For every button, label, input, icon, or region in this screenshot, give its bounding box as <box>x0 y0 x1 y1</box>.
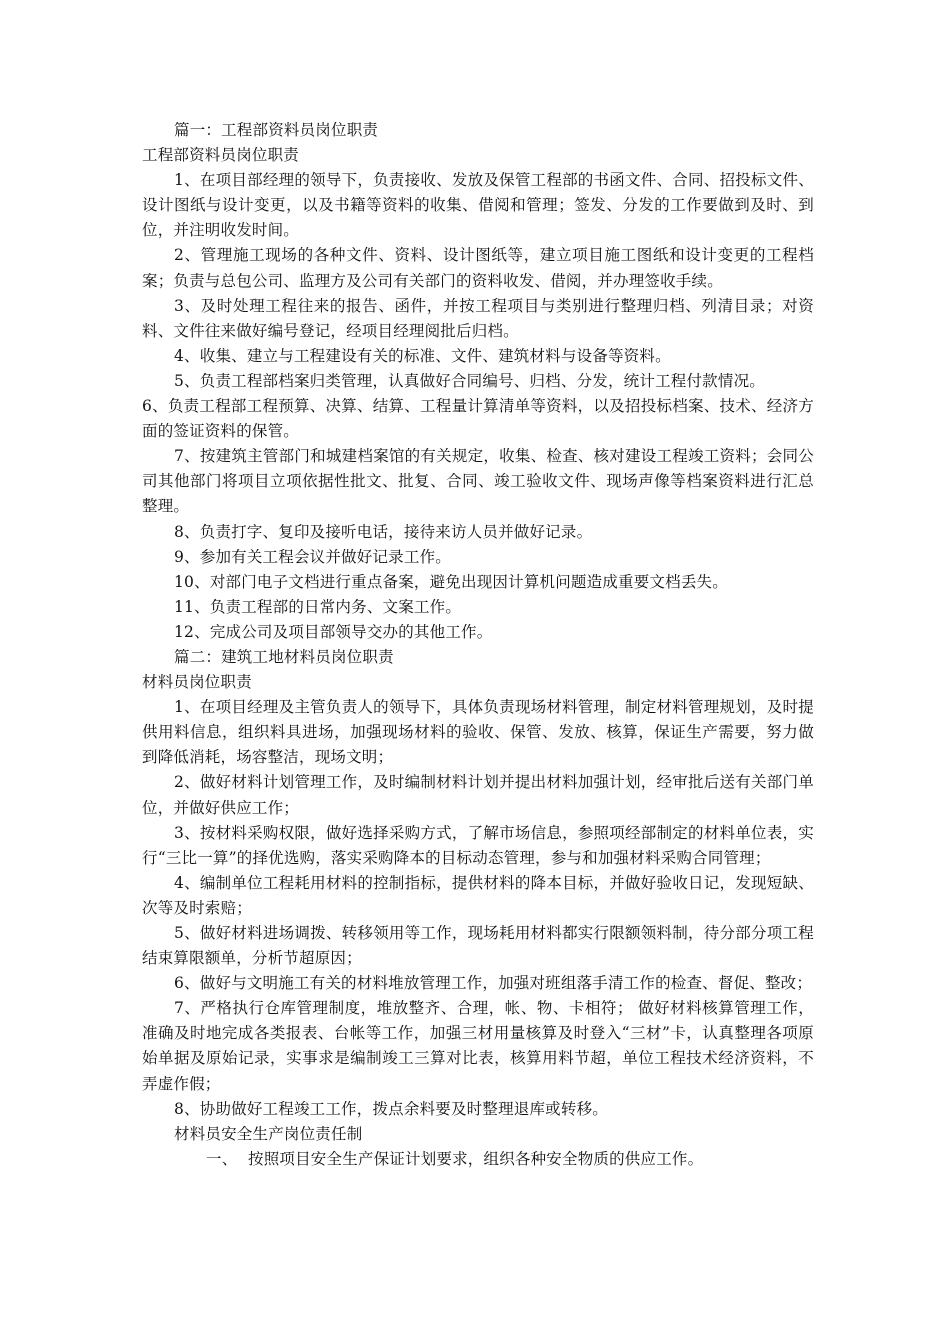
safety-item-text: 按照项目安全生产保证计划要求，组织各种安全物质的供应工作。 <box>248 1149 704 1168</box>
section2-item-3: 3、按材料采购权限，做好选择采购方式，了解市场信息，参照项经部制定的材料单位表，实行“三比一算”的择优选购，落实采购降本的目标动态管理，参与和加强材料采购合同管理； <box>142 823 814 867</box>
document-body <box>142 118 814 1172</box>
section1-item-2: 2、管理施工现场的各种文件、资料、设计图纸等，建立项目施工图纸和设计变更的工程档案；负责与总包公司、监理方及公司有关部门的资料收发、借阅，并办理签收手续。 <box>142 246 814 290</box>
section2-item-2: 2、做好材料计划管理工作，及时编制材料计划并提出材料加强计划，经审批后送有关部门单位，并做好供应工作； <box>142 773 814 817</box>
section1-item-6: 6、负责工程部工程预算、决算、结算、工程量计算清单等资料，以及招投标档案、技术、经济方面的签证资料的保管。 <box>142 397 814 441</box>
section1-item-1: 1、在项目部经理的领导下，负责接收、发放及保管工程部的书函文件、合同、招投标文件、设计图纸与设计变更，以及书籍等资料的收集、借阅和管理；签发、分发的工作要做到及时、到位，并注明收发时间。 <box>142 171 814 240</box>
section1-item-10: 10、对部门电子文档进行重点备案，避免出现因计算机问题造成重要文档丢失。 <box>174 572 728 591</box>
section1-item-9: 9、参加有关工程会议并做好记录工作。 <box>174 547 451 566</box>
section2-heading: 篇二：建筑工地材料员岗位职责 <box>174 647 394 666</box>
section1-item-7: 7、按建筑主管部门和城建档案馆的有关规定，收集、检查、核对建设工程竣工资料；会同公司其他部门将项目立项依据性批文、批复、合同、竣工验收文件、现场声像等档案资料进行汇总整理。 <box>142 447 814 516</box>
safety-title: 材料员安全生产岗位责任制 <box>174 1124 363 1143</box>
safety-item-1 <box>142 1147 814 1172</box>
section1-item-3: 3、及时处理工程往来的报告、函件，并按工程项目与类别进行整理归档、列清目录；对资料、文件往来做好编号登记，经项目经理阅批后归档。 <box>142 296 814 340</box>
section1-title: 工程部资料员岗位职责 <box>142 146 300 165</box>
section2-title: 材料员岗位职责 <box>142 673 252 692</box>
section1-item-8: 8、负责打字、复印及接听电话，接待来访人员并做好记录。 <box>174 522 593 541</box>
section1-item-12: 12、完成公司及项目部领导交办的其他工作。 <box>174 622 493 641</box>
section1-heading: 篇一：工程部资料员岗位职责 <box>174 121 379 139</box>
section2-item-1: 1、在项目经理及主管负责人的领导下，具体负责现场材料管理，制定材料管理规划，及时提供用料信息，组织料具进场，加强现场材料的验收、保管、发放、核算，保证生产需要，努力做到降低消耗，场容整洁，现场文明； <box>142 698 814 767</box>
section2-item-4: 4、编制单位工程耗用材料的控制指标，提供材料的降本目标，并做好验收日记，发现短缺、次等及时索赔； <box>142 873 814 917</box>
section1-item-5: 5、负责工程部档案归类管理，认真做好合同编号、归档、分发，统计工程付款情况。 <box>174 371 765 390</box>
safety-item-number: 一、 <box>206 1149 238 1168</box>
section1-item-11: 11、负责工程部的日常内务、文案工作。 <box>174 597 462 616</box>
section2-item-5: 5、做好材料进场调拨、转移领用等工作，现场耗用材料都实行限额领料制，待分部分项工程结束算限额单，分析节超原因； <box>142 924 814 968</box>
section2-item-7: 7、严格执行仓库管理制度，堆放整齐、合理，帐、物、卡相符； 做好材料核算管理工作，准确及时地完成各类报表、台帐等工作，加强三材用量核算及时登入“三材”卡，认真整理各项原始单据及原始记录，实事求是编制竣工三算对比表，核算用料节超，单位工程技术经济资料，不弄虚作假； <box>142 999 814 1093</box>
section1-item-4: 4、收集、建立与工程建设有关的标准、文件、建筑材料与设备等资料。 <box>174 346 671 365</box>
section2-item-6: 6、做好与文明施工有关的材料堆放管理工作，加强对班组落手清工作的检查、督促、整改； <box>174 974 813 993</box>
section2-item-8: 8、协助做好工程竣工工作，拨点余料要及时整理退库或转移。 <box>174 1099 608 1118</box>
